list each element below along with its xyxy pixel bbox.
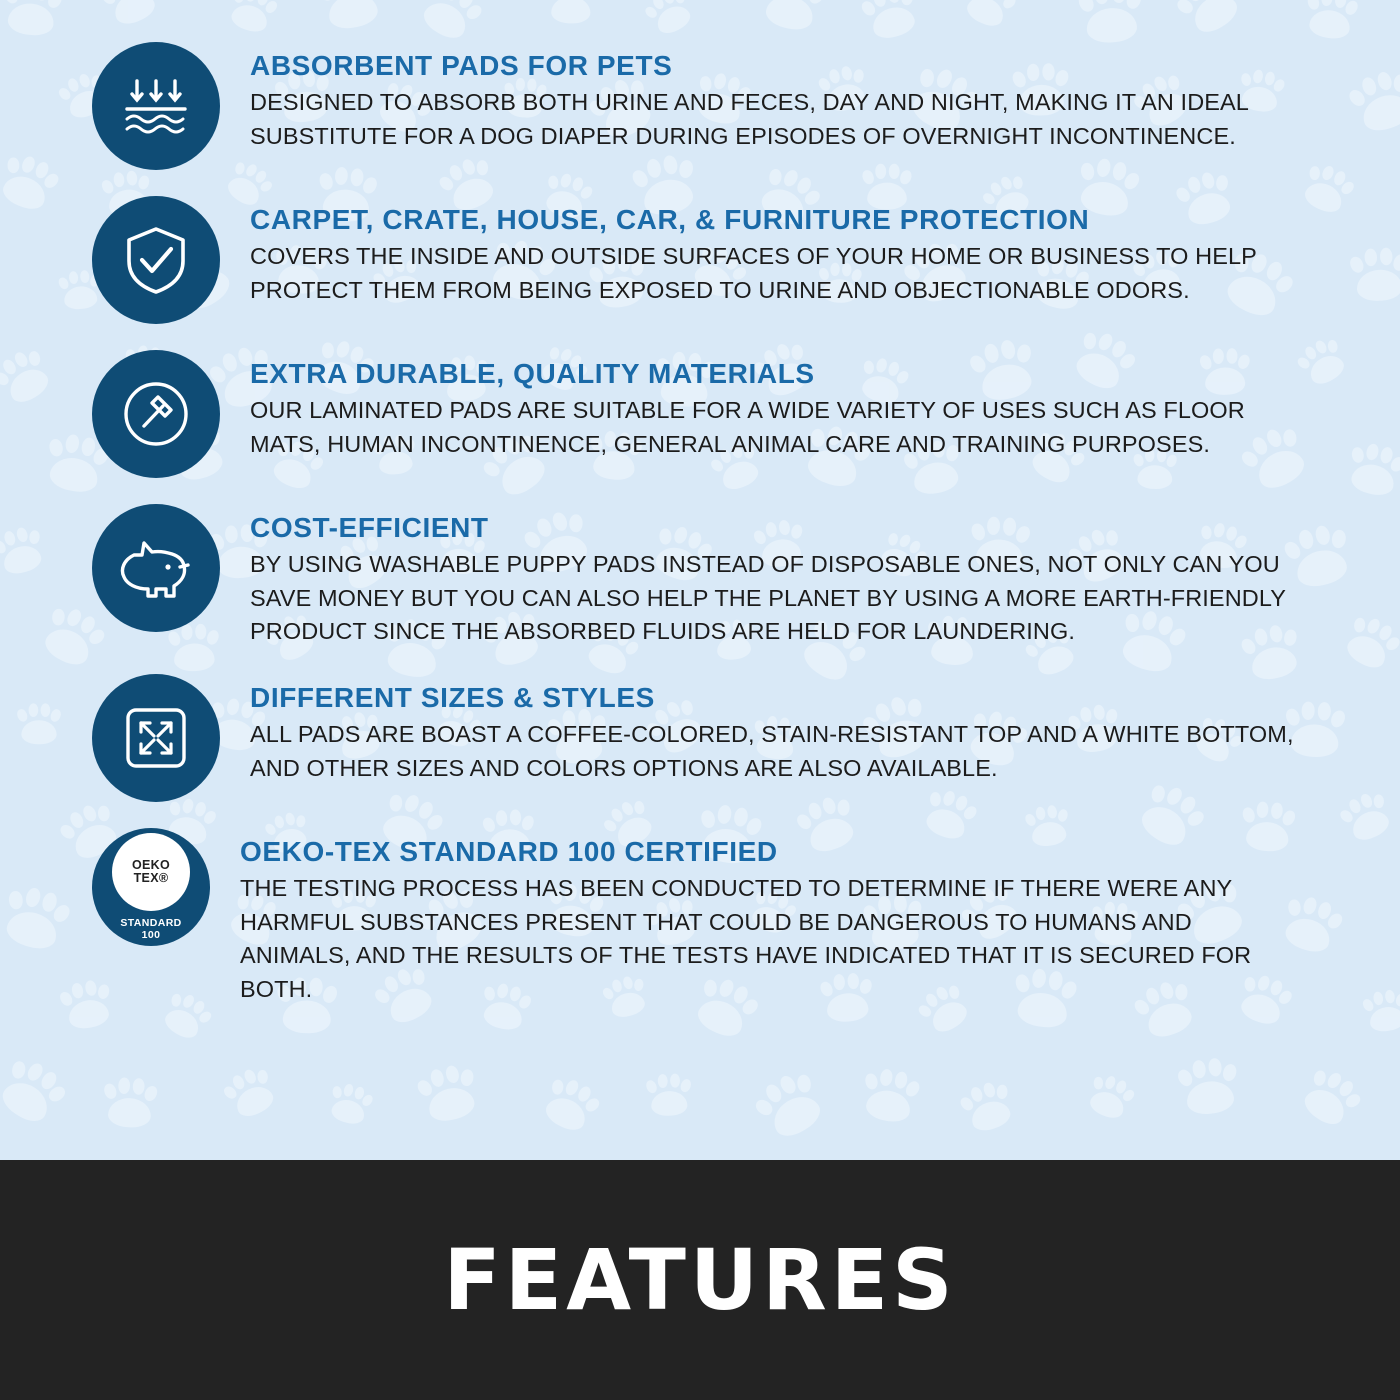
feature-item (92, 824, 1340, 1006)
feature-body: COVERS THE INSIDE AND OUTSIDE SURFACES OF YOUR HOME OR BUSINESS TO HELP PROTECT THEM FROM BEING EXPOSED TO URINE AND OBJECTIONABLE ODORS. (250, 243, 1257, 303)
footer-banner (0, 1160, 1400, 1400)
absorbent-arrows-waves-icon (92, 42, 220, 170)
feature-text (250, 38, 1310, 153)
feature-body: ALL PADS ARE BOAST A COFFEE-COLORED, STAIN-RESISTANT TOP AND A WHITE BOTTOM, AND OTHER SIZES AND COLORS OPTIONS ARE ALSO AVAILABLE. (250, 721, 1294, 781)
oeko-sub1: STANDARD (120, 917, 182, 930)
shield-check-icon (92, 196, 220, 324)
piggy-bank-icon (92, 504, 220, 632)
oeko-line2: TEX® (133, 871, 169, 886)
feature-title: COST-EFFICIENT (250, 512, 489, 543)
feature-item (92, 38, 1340, 170)
feature-title: DIFFERENT SIZES & STYLES (250, 682, 655, 714)
feature-title: CARPET, CRATE, HOUSE, CAR, & FURNITURE PROTECTION (250, 204, 1090, 235)
footer-title: FEATURES (443, 1231, 957, 1329)
oeko-tex-standard-100-badge-icon (92, 828, 210, 946)
feature-text (250, 192, 1310, 307)
feature-item (92, 346, 1340, 478)
feature-item (92, 192, 1340, 324)
feature-title: OEKO-TEX STANDARD 100 CERTIFIED (240, 836, 778, 868)
feature-body: THE TESTING PROCESS HAS BEEN CONDUCTED TO DETERMINE IF THERE WERE ANY HARMFUL SUBSTANCES PRESENT THAT COULD BE DANGEROUS TO HUMANS AND ANIMALS, AND THE RESULTS OF THE TESTS HAVE INDICATED THAT IT IS SECURED FOR BOTH. (240, 875, 1252, 1002)
oeko-line1: OEKO (131, 858, 170, 873)
feature-text (250, 346, 1310, 461)
oeko-sub2: 100 (141, 929, 161, 942)
feature-item (92, 670, 1340, 802)
feature-text (250, 670, 1310, 785)
resize-arrows-icon (92, 674, 220, 802)
oeko-standard-label (120, 917, 181, 941)
feature-body: OUR LAMINATED PADS ARE SUITABLE FOR A WIDE VARIETY OF USES SUCH AS FLOOR MATS, HUMAN INCONTINENCE, GENERAL ANIMAL CARE AND TRAINING PURPOSES. (250, 397, 1245, 457)
feature-title: ABSORBENT PADS FOR PETS (250, 50, 673, 81)
hammer-durable-icon (92, 350, 220, 478)
feature-body: BY USING WASHABLE PUPPY PADS INSTEAD OF DISPOSABLE ONES, NOT ONLY CAN YOU SAVE MONEY BUT YOU CAN ALSO HELP THE PLANET BY USING A MORE EARTH-FRIENDLY PRODUCT SINCE THE ABSORBED FLUIDS ARE HELD FOR LAUNDERING. (250, 551, 1286, 644)
feature-text (240, 824, 1300, 1006)
feature-text (250, 500, 1310, 648)
feature-body: DESIGNED TO ABSORB BOTH URINE AND FECES, DAY AND NIGHT, MAKING IT AN IDEAL SUBSTITUTE FOR A DOG DIAPER DURING EPISODES OF OVERNIGHT INCONTINENCE. (250, 89, 1249, 149)
oeko-tex-circle (112, 833, 190, 911)
feature-title: EXTRA DURABLE, QUALITY MATERIALS (250, 358, 815, 389)
feature-item (92, 500, 1340, 648)
